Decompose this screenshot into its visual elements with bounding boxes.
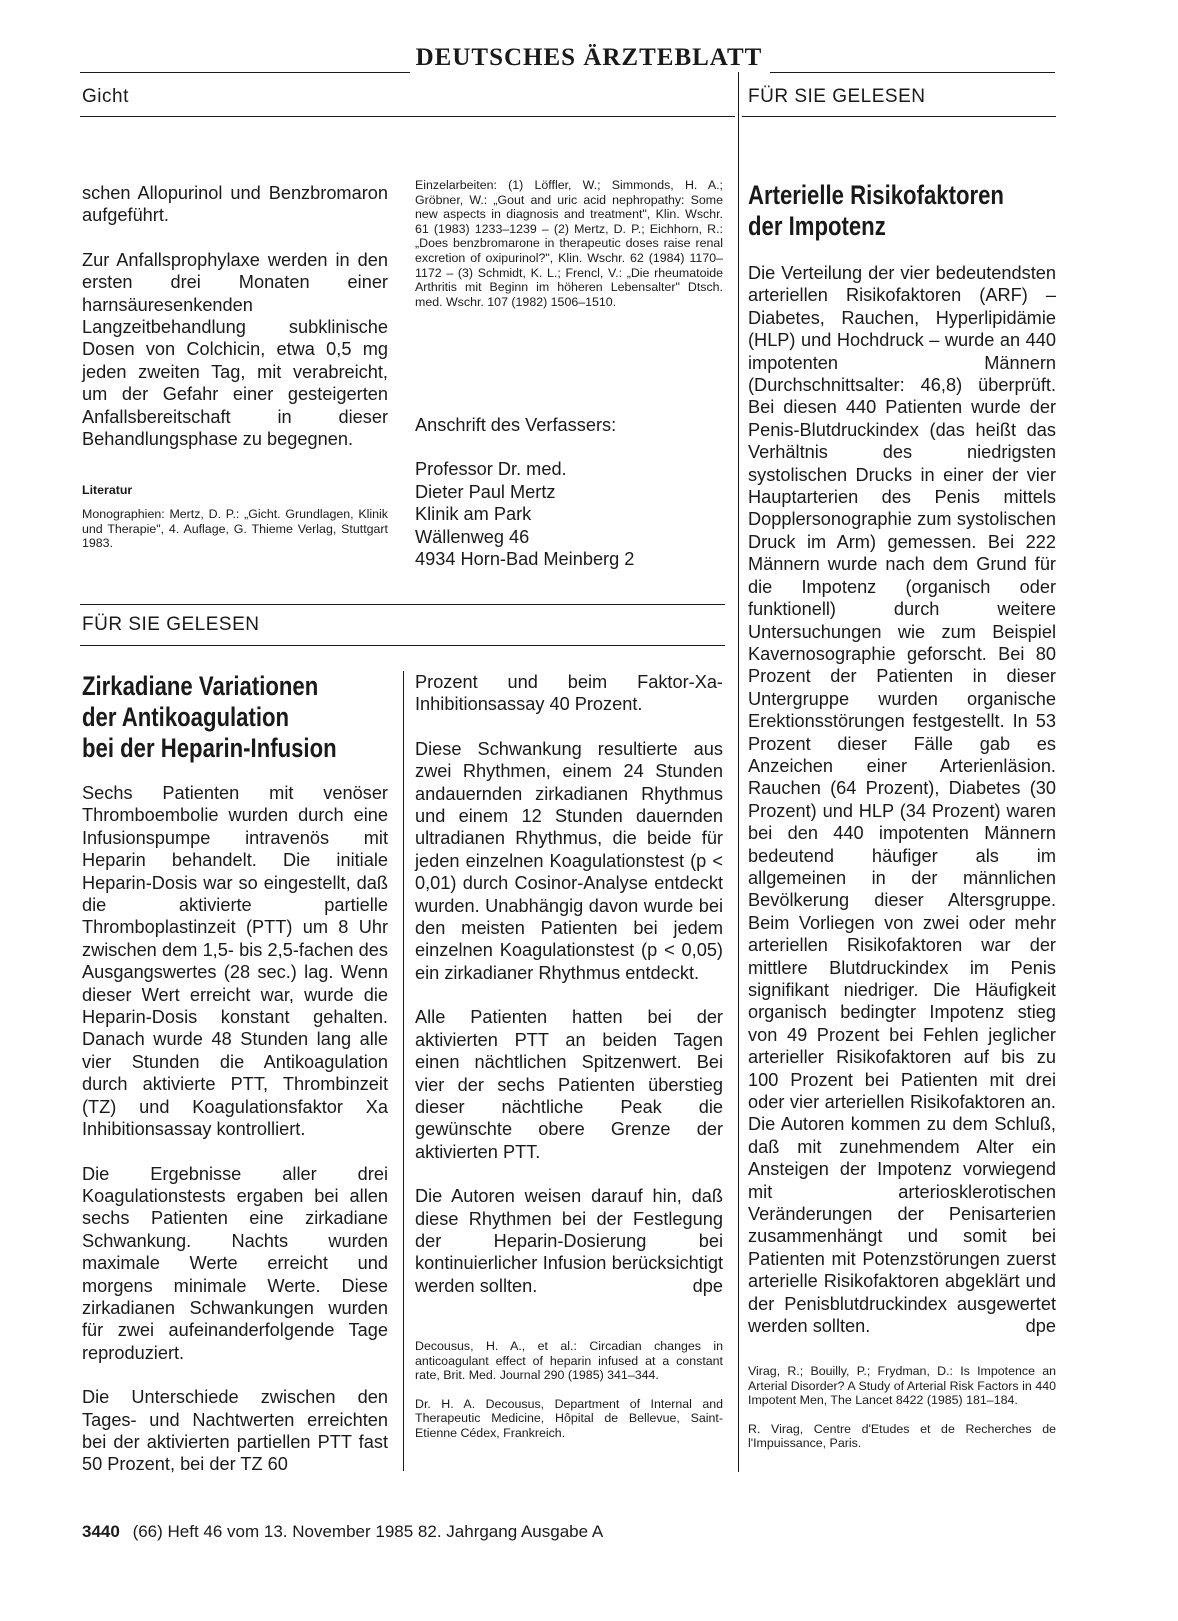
zirkadiane-paragraph-7-text: Die Autoren weisen darauf hin, daß diese Rhythmen bei der Festlegung der Heparin-Dosierung bei kontinuierlicher Infusion berücksichtigt werden sollten.: [415, 1186, 723, 1296]
zirkadiane-section-label: FÜR SIE GELESEN: [82, 614, 260, 635]
zirkadiane-reference: Decousus, H. A., et al.: Circadian changes in anticoagulant effect of heparin infused at a constant rate, Brit. Med. Journal 290 (1985) 341–344.: [415, 1339, 723, 1383]
zirkadiane-rule-top: [80, 604, 725, 605]
arterielle-body: [748, 262, 1056, 1338]
header-rule-right: [742, 116, 1056, 117]
zirkadiane-signature: dpe: [692, 1275, 723, 1296]
section-label-gicht: Gicht: [82, 86, 129, 107]
page-number: 3440: [82, 1522, 120, 1541]
zirkadiane-title-line-2: der Antikoagulation: [82, 702, 290, 732]
zirkadiane-column-divider: [403, 671, 404, 1471]
arterielle-paragraph: [748, 262, 1056, 1338]
header-rule-left: [80, 116, 735, 117]
page-footer: [82, 1522, 603, 1542]
zirkadiane-paragraph-3: Die Unterschiede zwischen den Tages- und Nachtwerten erreichten bei der aktivierten partiellen PTT fast 50 Prozent, bei der TZ 60: [82, 1387, 388, 1475]
arterielle-author-address: R. Virag, Centre d'Etudes et de Recherches de l'Impuissance, Paris.: [748, 1421, 1056, 1451]
arterielle-paragraph-text: Die Verteilung der vier bedeutendsten arteriellen Risikofaktoren (ARF) – Diabetes, Rauchen, Hyperlipidämie (HLP) und Hochdruck – wurde an 440 impotenten Männern (Durchschnittsalter: 46,8) überprüft. Bei diesen 440 Patienten wurde der Penis-Blutdruckindex (das heißt das Verhältnis des niedrigsten systolischen Drucks in einer der vier Hauptarterien des Penis mittels Dopplersonographie zum systolischen Druck im Arm) gemessen. Bei 222 Männern wurde nach dem Grund für die Impotenz (organisch oder funktionell) durch weitere Untersuchungen wie zum Beispiel Kavernosographie geforscht. Bei 80 Prozent der Patienten in dieser Untergruppe wurden organische Erektionsstörungen festgestellt. In 53 Prozent dieser Fälle gab es Anzeichen einer Arterienläsion. Rauchen (64 Prozent), Diabetes (30 Prozent) und HLP (34 Prozent) waren bei den 440 impotenten Männern bedeutend häufiger als im allgemeinen in der männlichen Bevölkerung dieser Altersgruppe. Beim Vorliegen von zwei oder mehr arteriellen Risikofaktoren war der mittlere Blutdruckindex im Penis signifikant niedriger. Die Häufigkeit organisch bedingter Impotenz stieg von 49 Prozent bei Fehlen jeglicher arterieller Risikofaktoren auf bis zu 100 Prozent bei Patienten mit drei oder vier arteriellen Risikofaktoren an. Die Autoren kommen zu dem Schluß, daß mit zunehmendem Alter ein Ansteigen der Impotenz vorwiegend mit arteriosklerotischen Veränderungen der Penisarterien zusammenhängt und somit bei Patienten mit Potenzstörungen zuerst arterielle Risikofaktoren abgeklärt und der Penisblutdruckindex ausgewertet werden sollten.: [748, 263, 1056, 1337]
zirkadiane-col1: [82, 782, 388, 1476]
address-line-2: Dieter Paul Mertz: [415, 481, 556, 502]
zirkadiane-paragraph-2: Die Ergebnisse aller drei Koagulationstests ergaben bei allen sechs Patienten eine zirkadiane Schwankung. Nachts wurden maximale Werte erreicht und morgens minimale Werte. Diese zirkadianen Schwankungen wurden für zwei aufeinanderfolgende Tage reproduziert.: [82, 1163, 388, 1363]
zirkadiane-title-line-3: bei der Heparin-Infusion: [82, 733, 337, 763]
zirkadiane-refs: [415, 1339, 723, 1441]
zirkadiane-paragraph-7: [415, 1185, 723, 1297]
address-line-5: 4934 Horn-Bad Meinberg 2: [415, 549, 635, 570]
gicht-paragraph-1: schen Allopurinol und Benzbromaron aufgeführt.: [82, 183, 388, 226]
arterielle-title: [748, 180, 1068, 242]
einzelarbeiten-block: [415, 178, 723, 309]
issue-info: (66) Heft 46 vom 13. November 1985 82. Jahrgang Ausgabe A: [132, 1522, 604, 1541]
address-line-1: Professor Dr. med.: [415, 459, 567, 480]
arterielle-title-line-1: Arterielle Risikofaktoren: [748, 180, 1004, 210]
gicht-paragraph-2: Zur Anfallsprophylaxe werden in den ersten drei Monaten einer harnsäuresenkenden Langzeitbehandlung subklinische Dosen von Colchicin, etwa 0,5 mg jeden zweiten Tag, mit verabreicht, um der Gefahr einer gesteigerten Anfallsbereitschaft in dieser Behandlungsphase zu begegnen.: [82, 249, 388, 450]
zirkadiane-rule-bottom: [80, 645, 725, 646]
masthead-rule-left: [80, 72, 410, 73]
arterielle-signature: dpe: [1025, 1316, 1056, 1337]
address-line-4: Wällenweg 46: [415, 526, 530, 547]
zirkadiane-paragraph-6: Alle Patienten hatten bei der aktivierten PTT an beiden Tagen einen nächtlichen Spitzenwert. Bei vier der sechs Patienten überstieg dieser nächtliche Peak die gewünschte obere Grenze der aktivierten PTT.: [415, 1007, 723, 1162]
zirkadiane-col2: [415, 671, 723, 1297]
zirkadiane-title: [82, 671, 422, 764]
zirkadiane-paragraph-5: Diese Schwankung resultierte aus zwei Rhythmen, einem 24 Stunden andauernden zirkadianen Rhythmus und einem 12 Stunden dauernden ultradianen Rhythmus, die beide für jeden einzelnen Koagulationstest (p < 0,01) durch Cosinor-Analyse entdeckt wurden. Unabhängig davon wurde bei den meisten Patienten bei jedem einzelnen Koagulationstest (p < 0,05) ein zirkadianer Rhythmus entdeckt.: [415, 738, 723, 983]
arterielle-title-line-2: der Impotenz: [748, 211, 886, 241]
column-divider-right: [738, 72, 739, 1472]
masthead: DEUTSCHES ÄRZTEBLATT: [415, 44, 763, 71]
zirkadiane-title-line-1: Zirkadiane Variationen: [82, 671, 319, 701]
zirkadiane-paragraph-1: Sechs Patienten mit venöser Thromboembolie wurden durch eine Infusionspumpe intravenös mit Heparin behandelt. Die initiale Heparin-Dosis war so eingestellt, daß die aktivierte partielle Thromboplastinzeit (PTT) um 8 Uhr zwischen dem 1,5- bis 2,5-fachen des Ausgangswertes (28 sec.) lag. Wenn dieser Wert erreicht war, wurde die Heparin-Dosis konstant gehalten. Danach wurde 48 Stunden lang alle vier Stunden die Antikoagulation durch aktivierte PTT, Thrombinzeit (TZ) und Koagulationsfaktor Xa Inhibitionsassay kontrolliert.: [82, 783, 388, 1140]
author-address-block: [415, 414, 723, 570]
arterielle-refs: [748, 1364, 1056, 1451]
zirkadiane-author-address: Dr. H. A. Decousus, Department of Internal and Therapeutic Medicine, Hôpital de Bellevue, Saint-Etienne Cédex, Frankreich.: [415, 1396, 723, 1440]
arterielle-reference: Virag, R.; Bouilly, P.; Frydman, D.: Is Impotence an Arterial Disorder? A Study of Arterial Risk Factors in 440 Impotent Men, The Lancet 8422 (1985) 181–184.: [748, 1364, 1056, 1408]
address-line-3: Klinik am Park: [415, 504, 532, 525]
gicht-col1: [82, 182, 388, 472]
address-heading: Anschrift des Verfassers:: [415, 415, 617, 435]
monographien: Monographien: Mertz, D. P.: „Gicht. Grundlagen, Klinik und Therapie", 4. Auflage, G. Thieme Verlag, Stuttgart 1983.: [82, 507, 388, 551]
masthead-rule-right: [770, 72, 1055, 73]
einzelarbeiten: Einzelarbeiten: (1) Löffler, W.; Simmonds, H. A.; Gröbner, W.: „Gout and uric acid nephropathy: Some new aspects in diagnosis and treatment", Klin. Wschr. 61 (1983) 1233–1239 – (2) Mertz, D. P.; Eichhorn, R.: „Does benzbromarone in therapeutic doses raise renal excretion of oxipurinol?", Klin. Wschr. 62 (1984) 1170–1172 – (3) Schmidt, K. L.; Frencl, V.: „Die rheumatoide Arthritis mit Beginn im höheren Lebensalter" Dtsch. med. Wschr. 107 (1982) 1506–1510.: [415, 178, 723, 309]
literatur-block: [82, 483, 388, 551]
literatur-heading: Literatur: [82, 483, 133, 497]
section-label-fuer-sie-gelesen: FÜR SIE GELESEN: [748, 86, 926, 107]
zirkadiane-paragraph-4: Prozent und beim Faktor-Xa-Inhibitionsassay 40 Prozent.: [415, 672, 723, 715]
